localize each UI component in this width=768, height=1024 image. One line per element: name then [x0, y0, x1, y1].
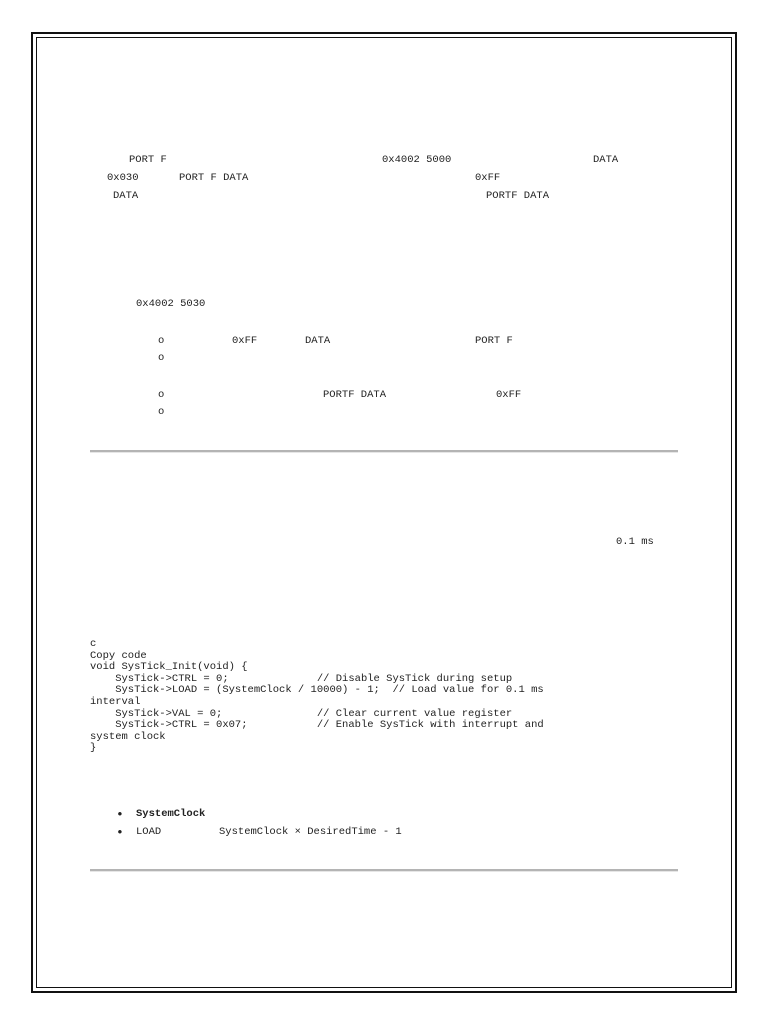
- horizontal-rule: [90, 450, 678, 453]
- bullet-load: LOAD: [136, 826, 162, 838]
- bullet-systemclock: SystemClock: [136, 808, 206, 820]
- bullet-load-formula: SystemClock × DesiredTime - 1: [219, 826, 402, 838]
- text-data: DATA: [593, 154, 619, 166]
- text-portf-data: PORTF DATA: [486, 190, 550, 202]
- text-interval: 0.1 ms: [616, 536, 654, 548]
- text-data-2: DATA: [113, 190, 139, 202]
- code-language-label: c: [90, 638, 97, 650]
- bullet-marker: •: [116, 807, 124, 822]
- text-offset: 0x030: [107, 172, 139, 184]
- code-line: interval: [90, 695, 141, 708]
- list-marker: o: [158, 352, 165, 364]
- text-base-address: 0x4002 5000: [382, 154, 452, 166]
- text-data-address: 0x4002 5030: [136, 298, 206, 310]
- copy-code-button[interactable]: Copy code: [90, 649, 147, 662]
- code-line: SysTick->CTRL = 0x07; // Enable SysTick with interrupt and: [90, 719, 544, 732]
- page-border-inner: [36, 37, 732, 988]
- list-item-portf-data: PORTF DATA: [323, 389, 387, 401]
- list-marker: o: [158, 406, 165, 418]
- list-item-port-f: PORT F: [475, 335, 513, 347]
- list-item-value-ff: 0xFF: [232, 335, 258, 347]
- list-marker: o: [158, 389, 165, 401]
- code-block: [90, 639, 544, 755]
- code-line: }: [90, 742, 97, 755]
- bullet-marker: •: [116, 825, 124, 840]
- code-line: void SysTick_Init(void) {: [90, 661, 248, 674]
- code-line: SysTick->VAL = 0; // Clear current value register: [90, 707, 513, 720]
- text-port-f: PORT F: [129, 154, 167, 166]
- horizontal-rule: [90, 869, 678, 872]
- text-value-ff: 0xFF: [475, 172, 501, 184]
- code-line: SysTick->LOAD = (SystemClock / 10000) - 1; // Load value for 0.1 ms: [90, 684, 544, 697]
- code-line: SysTick->CTRL = 0; // Disable SysTick during setup: [90, 672, 513, 685]
- list-item-value-ff: 0xFF: [496, 389, 522, 401]
- list-item-data: DATA: [305, 335, 331, 347]
- code-line: system clock: [90, 730, 166, 743]
- text-port-f-data: PORT F DATA: [179, 172, 249, 184]
- list-marker: o: [158, 335, 165, 347]
